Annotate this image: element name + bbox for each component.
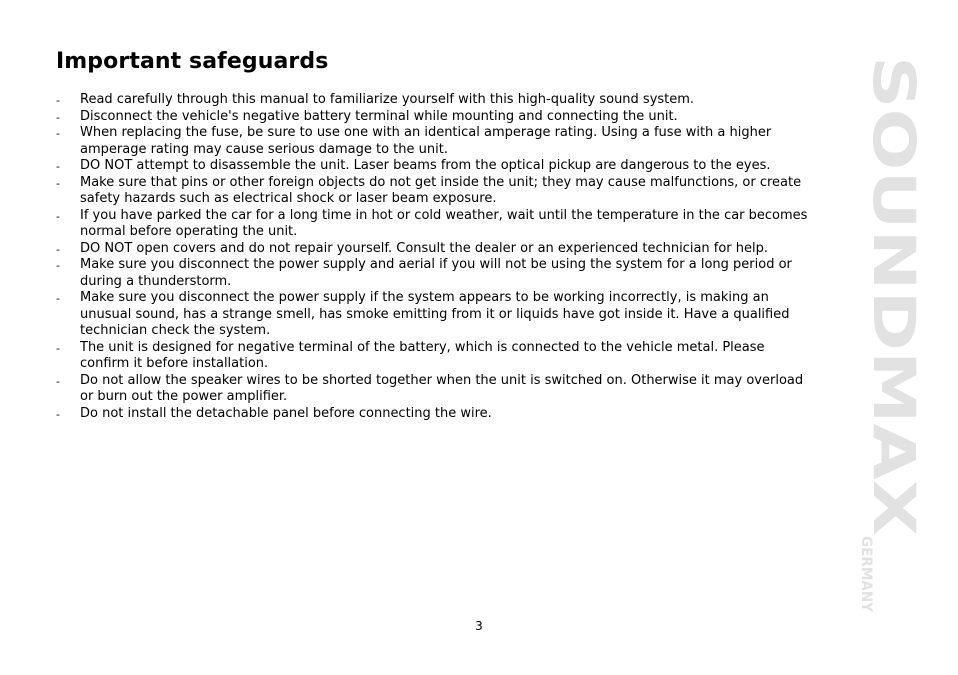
bullet-dash: - — [56, 94, 60, 107]
page-number: 3 — [475, 619, 483, 633]
list-item — [56, 109, 816, 126]
list-item — [56, 340, 816, 373]
safeguard-text: Make sure you disconnect the power supply if the system appears to be working incorrectly, is making an unusual sound, has a strange smell, has smoke emitting from it or liquids have got inside it. Have a qualified technician check the system. — [80, 290, 790, 338]
safeguard-text: The unit is designed for negative terminal of the battery, which is connected to the vehicle metal. Please confirm it before installation. — [80, 339, 765, 371]
bullet-dash: - — [56, 127, 60, 140]
bullet-dash: - — [56, 110, 60, 124]
list-item — [56, 241, 816, 258]
safeguard-text: Do not install the detachable panel before connecting the wire. — [80, 405, 492, 421]
brand-logo — [856, 56, 928, 616]
list-item — [56, 290, 816, 340]
page-title: Important safeguards — [56, 49, 329, 74]
list-item — [56, 406, 816, 423]
bullet-dash: - — [56, 259, 60, 272]
bullet-dash: - — [56, 341, 60, 355]
safeguard-text: Make sure you disconnect the power supply and aerial if you will not be using the system for a long period or during a thunderstorm. — [80, 257, 792, 289]
list-item — [56, 208, 816, 241]
bullet-dash: - — [56, 160, 60, 173]
brand-tagline: GERMANY — [858, 536, 874, 615]
safeguard-text: DO NOT attempt to disassemble the unit. Laser beams from the optical pickup are dangerous to the eyes. — [80, 158, 771, 173]
brand-wordmark: SOUNDMAX — [860, 56, 928, 439]
safeguard-text: Do not allow the speaker wires to be shorted together when the unit is switched on. Otherwise it may overload or burn out the power amplifier. — [80, 372, 804, 404]
list-item — [56, 257, 816, 290]
list-item — [56, 125, 816, 158]
list-item — [56, 373, 816, 406]
list-item — [56, 175, 816, 208]
bullet-dash: - — [56, 176, 60, 190]
safeguard-text: Disconnect the vehicle's negative battery terminal while mounting and connecting the unit. — [80, 108, 678, 124]
safeguard-text: If you have parked the car for a long time in hot or cold weather, wait until the temperature in the car becomes normal before operating the unit. — [80, 207, 808, 239]
safeguard-text: Read carefully through this manual to familiarize yourself with this high-quality sound system. — [80, 92, 695, 107]
bullet-dash: - — [56, 374, 60, 388]
bullet-dash: - — [56, 292, 60, 305]
list-item — [56, 92, 816, 109]
bullet-dash: - — [56, 407, 60, 421]
safeguard-text: When replacing the fuse, be sure to use one with an identical amperage rating. Using a fuse with a higher amperage rating may cause serious damage to the unit. — [80, 125, 772, 157]
bullet-dash: - — [56, 242, 60, 256]
bullet-dash: - — [56, 209, 60, 223]
list-item — [56, 158, 816, 175]
safeguard-text: DO NOT open covers and do not repair yourself. Consult the dealer or an experienced technician for help. — [80, 240, 769, 256]
safeguard-text: Make sure that pins or other foreign objects do not get inside the unit; they may cause malfunctions, or create safety hazards such as electrical shock or laser beam exposure. — [80, 174, 802, 206]
safeguard-list — [56, 92, 816, 422]
